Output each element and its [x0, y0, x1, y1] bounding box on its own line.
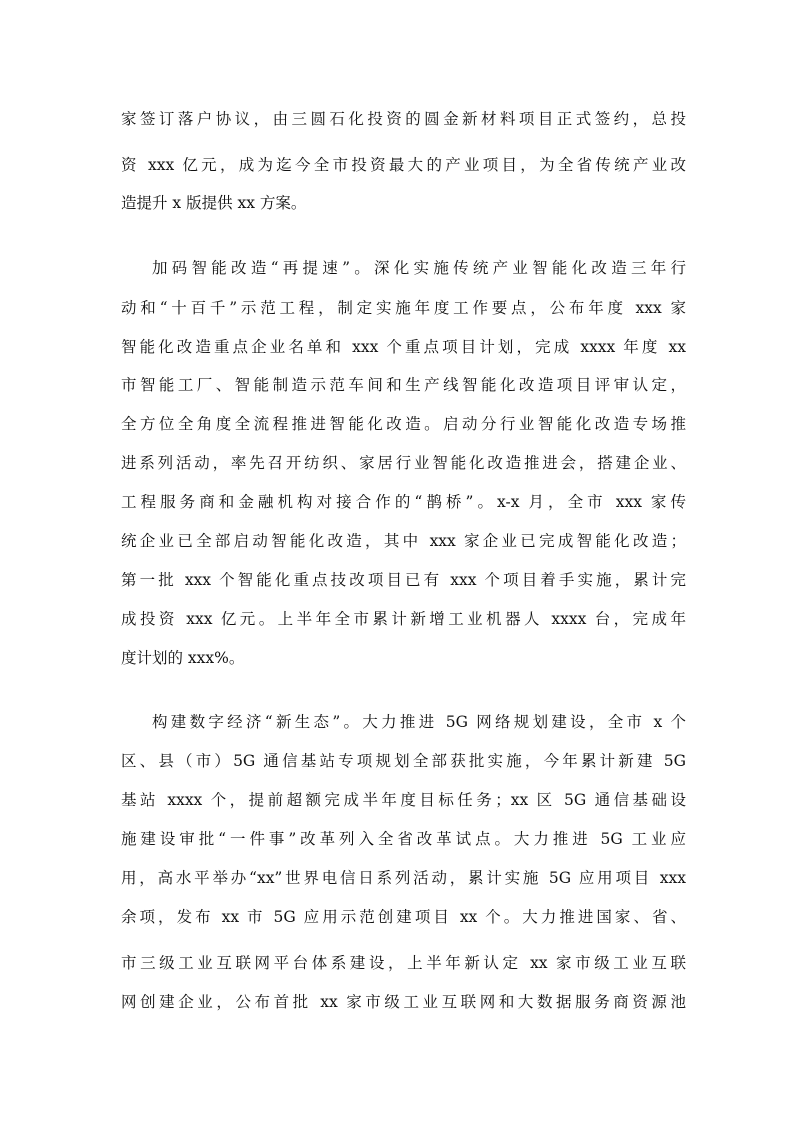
- text-line: 全方位全角度全流程推进智能化改造。启动分行业智能化改造专场推: [121, 415, 686, 433]
- text-line: 成投资 xxx 亿元。上半年全市累计新增工业机器人 xxxx 台，完成年: [121, 610, 686, 628]
- paragraph-first-line: 加码智能改造“再提速”。深化实施传统产业智能化改造三年行: [152, 259, 686, 277]
- text-line: 智能化改造重点企业名单和 xxx 个重点项目计划，完成 xxxx 年度 xx: [121, 338, 686, 356]
- text-line: 造提升 x 版提供 xx 方案。: [121, 194, 307, 212]
- text-line: 工程服务商和金融机构对接合作的“鹊桥”。x-x 月，全市 xxx 家传: [121, 493, 686, 511]
- text-line: 区、县（市）5G 通信基站专项规划全部获批实施，今年累计新建 5G: [121, 752, 686, 770]
- text-line: 余项，发布 xx 市 5G 应用示范创建项目 xx 个。大力推进国家、省、: [121, 908, 686, 926]
- text-line: 动和“十百千”示范工程，制定实施年度工作要点，公布年度 xxx 家: [121, 299, 686, 317]
- text-line: 市三级工业互联网平台体系建设，上半年新认定 xx 家市级工业互联: [121, 954, 686, 972]
- text-line: 市智能工厂、智能制造示范车间和生产线智能化改造项目评审认定，: [121, 376, 686, 394]
- text-line: 资 xxx 亿元，成为迄今全市投资最大的产业项目，为全省传统产业改: [121, 156, 686, 174]
- text-line: 度计划的 xxx%。: [121, 649, 245, 667]
- text-line: 家签订落户协议，由三圆石化投资的圆金新材料项目正式签约，总投: [121, 110, 686, 128]
- text-line: 统企业已全部启动智能化改造，其中 xxx 家企业已完成智能化改造；: [121, 532, 686, 550]
- text-line: 用，高水平举办“xx”世界电信日系列活动，累计实施 5G 应用项目 xxx: [121, 869, 686, 887]
- text-line: 进系列活动，率先召开纺织、家居行业智能化改造推进会，搭建企业、: [121, 454, 686, 472]
- text-line: 第一批 xxx 个智能化重点技改项目已有 xxx 个项目着手实施，累计完: [121, 571, 686, 589]
- text-line: 施建设审批“一件事”改革列入全省改革试点。大力推进 5G 工业应: [121, 830, 686, 848]
- text-line: 基站 xxxx 个，提前超额完成半年度目标任务；xx 区 5G 通信基础设: [121, 791, 686, 809]
- paragraph-first-line: 构建数字经济“新生态”。大力推进 5G 网络规划建设，全市 x 个: [152, 713, 686, 731]
- text-line: 网创建企业，公布首批 xx 家市级工业互联网和大数据服务商资源池: [121, 993, 686, 1011]
